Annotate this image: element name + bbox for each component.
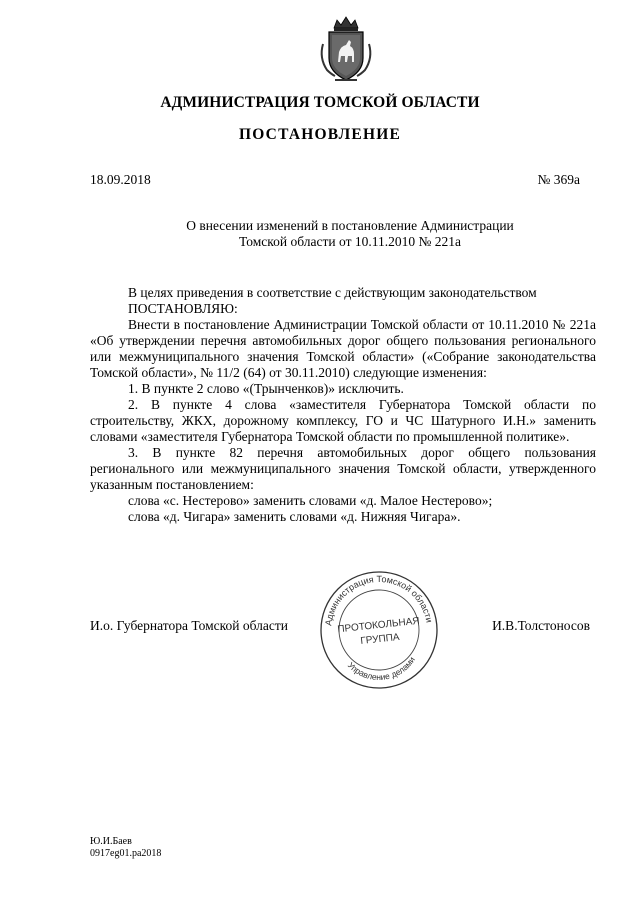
organization-title: АДМИНИСТРАЦИЯ ТОМСКОЙ ОБЛАСТИ (160, 94, 480, 111)
file-code: 0917eg01.pa2018 (90, 848, 162, 859)
main-paragraph: Внести в постановление Администрации Томской области от 10.11.2010 № 221а «Об утверждении перечня автомобильных дорог общего пользования регионального или межмуниципального значения Томской области» («Собрание законодательства Томской области», № 11/2 (64) от 30.11.2010) следующие изменения: (90, 317, 596, 380)
signatory-position: И.о. Губернатора Томской области (90, 618, 288, 633)
document-type: ПОСТАНОВЛЕНИЕ (238, 126, 402, 143)
stamp-bottom-text: Управление делами (345, 654, 417, 683)
document-number: № 369а (537, 172, 580, 187)
document-subject (150, 218, 550, 250)
intro-paragraph: В целях приведения в соответствие с действующим законодательством (128, 285, 537, 300)
stamp-outer-text: Администрация Томской области (323, 573, 435, 627)
executor-name: Ю.И.Баев (90, 836, 132, 847)
document-body (90, 285, 596, 525)
item-1: 1. В пункте 2 слово «(Трынченков)» исключить. (128, 381, 404, 396)
decree-word: ПОСТАНОВЛЯЮ: (128, 301, 238, 316)
item-3-subitem-a: слова «с. Нестерово» заменить словами «д. Малое Нестерово»; (128, 493, 493, 508)
stamp-center-line-2: ГРУППА (359, 631, 401, 647)
document-date: 18.09.2018 (90, 172, 151, 187)
item-3: 3. В пункте 82 перечня автомобильных дорог общего пользования регионального или межмуниципального значения Томской области, утвержденного указанным постановлением: (90, 445, 596, 492)
item-3-subitem-b: слова «д. Чигара» заменить словами «д. Нижняя Чигара». (128, 509, 461, 524)
item-2: 2. В пункте 4 слова «заместителя Губернатора Томской области по строительству, ЖКХ, дорожному комплексу, ГО и ЧС Шатурного И.Н.» заменить словами «заместителя Губернатора Томской области по промышленной политике». (90, 397, 596, 444)
coat-of-arms-icon (317, 14, 375, 86)
official-stamp (317, 568, 441, 692)
signatory-name: И.В.Толстоносов (492, 618, 590, 633)
executor-footer (90, 836, 161, 860)
subject-line-2: Томской области от 10.11.2010 № 221а (239, 234, 461, 249)
stamp-center-line-1: ПРОТОКОЛЬНАЯ (336, 615, 421, 636)
subject-line-1: О внесении изменений в постановление Администрации (186, 218, 514, 233)
